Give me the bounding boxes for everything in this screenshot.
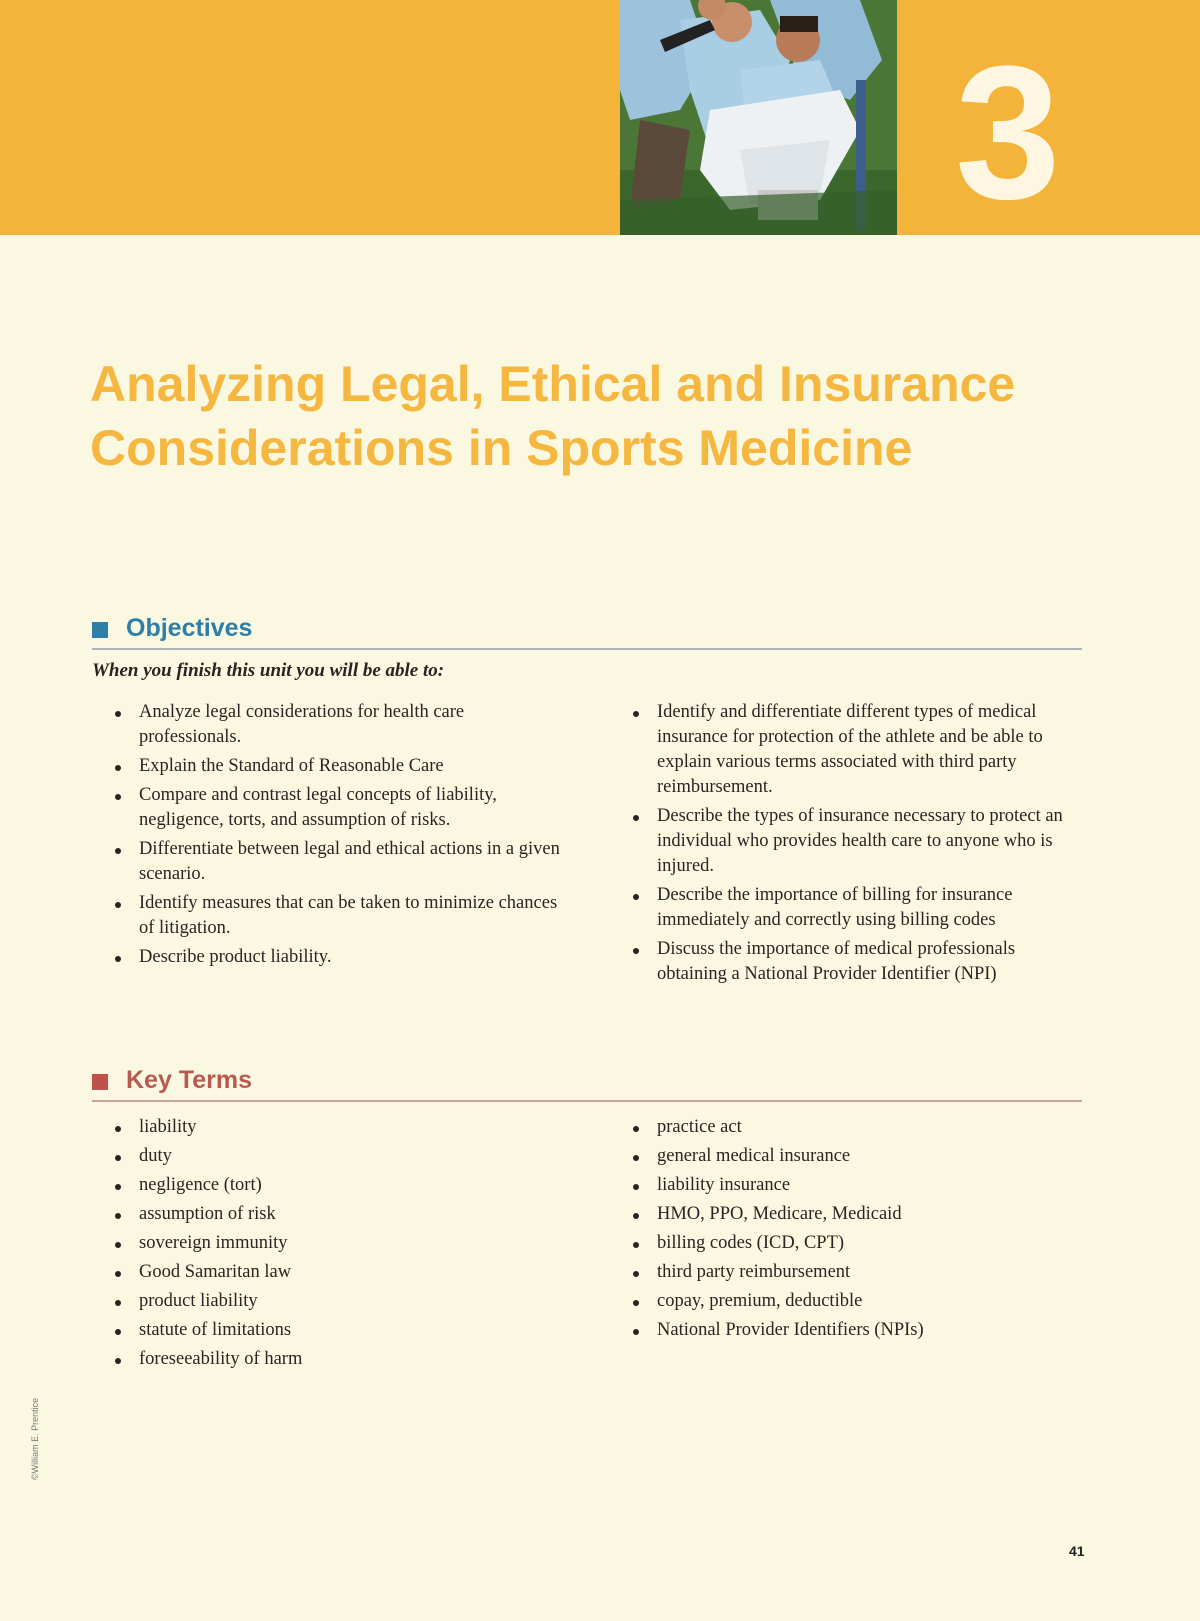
- list-item: National Provider Identifiers (NPIs): [630, 1318, 1080, 1343]
- list-item: foreseeability of harm: [112, 1347, 562, 1372]
- objectives-square-icon: [92, 622, 108, 638]
- objectives-left-list: [112, 700, 562, 974]
- objectives-heading: Objectives: [126, 614, 253, 642]
- objectives-right-list: [630, 700, 1080, 991]
- list-item: negligence (tort): [112, 1173, 562, 1198]
- list-item: assumption of risk: [112, 1202, 562, 1227]
- list-item: Differentiate between legal and ethical actions in a given scenario.: [112, 837, 562, 887]
- list-item: Analyze legal considerations for health care professionals.: [112, 700, 562, 750]
- list-item: Describe the types of insurance necessary to protect an individual who provides health care to anyone who is injured.: [630, 804, 1080, 879]
- list-item: Describe product liability.: [112, 945, 562, 970]
- chapter-photo: [620, 0, 897, 235]
- key-terms-section-header: [92, 1066, 1082, 1102]
- athletic-trainers-photo: [620, 0, 897, 235]
- list-item: copay, premium, deductible: [630, 1289, 1080, 1314]
- objectives-section-header: [92, 614, 1082, 650]
- key-terms-right-list: [630, 1115, 1080, 1347]
- list-item: Describe the importance of billing for insurance immediately and correctly using billing codes: [630, 883, 1080, 933]
- page-number: 41: [1069, 1543, 1085, 1559]
- list-item: third party reimbursement: [630, 1260, 1080, 1285]
- list-item: statute of limitations: [112, 1318, 562, 1343]
- list-item: duty: [112, 1144, 562, 1169]
- list-item: billing codes (ICD, CPT): [630, 1231, 1080, 1256]
- list-item: practice act: [630, 1115, 1080, 1140]
- list-item: product liability: [112, 1289, 562, 1314]
- chapter-number: 3: [955, 27, 1057, 239]
- list-item: HMO, PPO, Medicare, Medicaid: [630, 1202, 1080, 1227]
- list-item: Good Samaritan law: [112, 1260, 562, 1285]
- key-terms-square-icon: [92, 1074, 108, 1090]
- list-item: Identify and differentiate different types of medical insurance for protection of the athlete and be able to explain various terms associated with third party reimbursement.: [630, 700, 1080, 800]
- objectives-intro: When you finish this unit you will be able to:: [92, 660, 445, 681]
- key-terms-left-list: [112, 1115, 562, 1376]
- list-item: Identify measures that can be taken to minimize chances of litigation.: [112, 891, 562, 941]
- list-item: general medical insurance: [630, 1144, 1080, 1169]
- photo-credit: ©William E. Prentice: [30, 1397, 40, 1480]
- list-item: Explain the Standard of Reasonable Care: [112, 754, 562, 779]
- list-item: Compare and contrast legal concepts of liability, negligence, torts, and assumption of risks.: [112, 783, 562, 833]
- key-terms-heading: Key Terms: [126, 1066, 252, 1094]
- list-item: liability insurance: [630, 1173, 1080, 1198]
- list-item: Discuss the importance of medical professionals obtaining a National Provider Identifier (NPI): [630, 937, 1080, 987]
- chapter-title: Analyzing Legal, Ethical and Insurance Considerations in Sports Medicine: [90, 356, 1016, 476]
- list-item: sovereign immunity: [112, 1231, 562, 1256]
- list-item: liability: [112, 1115, 562, 1140]
